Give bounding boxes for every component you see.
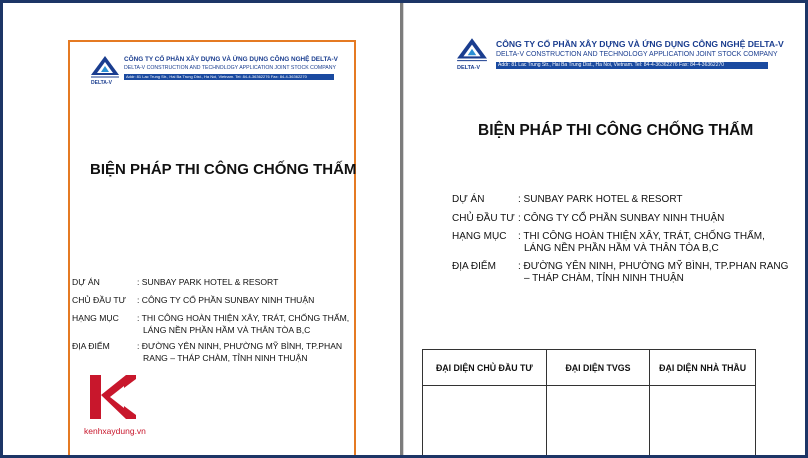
location-label: ĐỊA ĐIỂM [72, 341, 110, 351]
logo-label: DELTA-V [91, 80, 112, 86]
supervisor-signature-cell [546, 386, 650, 456]
delta-v-logo-icon [90, 55, 120, 81]
category-value-line1: : THI CÔNG HOÀN THIỆN XÂY, TRÁT, CHỐNG THẤM, [518, 231, 765, 242]
company-address-bar: Addr: 81 Lac Trung Str., Hai Ba Trung Dist., Ha Noi, Vietnam. Tel: 84-4-36362276 Fax: 84-4-36362270 [496, 62, 768, 69]
category-value-line2: LÁNG NỀN PHẦN HẦM VÀ THÂN TÒA B,C [143, 325, 311, 335]
category-label: HẠNG MỤC [452, 231, 507, 242]
project-value: : SUNBAY PARK HOTEL & RESORT [137, 277, 279, 287]
investor-value: : CÔNG TY CỔ PHẦN SUNBAY NINH THUẬN [137, 295, 315, 305]
project-label: DỰ ÁN [452, 194, 485, 205]
document-page-1 [4, 3, 400, 455]
project-value: : SUNBAY PARK HOTEL & RESORT [518, 194, 683, 205]
investor-label: CHỦ ĐẦU TƯ [452, 213, 515, 224]
category-label: HẠNG MỤC [72, 313, 119, 323]
category-value-line1: : THI CÔNG HOÀN THIỆN XÂY, TRÁT, CHỐNG THẤM, [137, 313, 350, 323]
signature-table [422, 349, 756, 455]
kenhxaydung-k-logo-icon [88, 373, 138, 421]
location-value-line1: : ĐƯỜNG YÊN NINH, PHƯỜNG MỸ BÌNH, TP.PHAN [137, 341, 343, 351]
company-header [456, 35, 784, 79]
location-value-line1: : ĐƯỜNG YÊN NINH, PHƯỜNG MỸ BÌNH, TP.PHAN RANG [518, 261, 789, 272]
location-label: ĐỊA ĐIỂM [452, 261, 496, 272]
contractor-signature-cell [650, 386, 756, 456]
investor-signature-cell [423, 386, 547, 456]
watermark-site: kenhxaydung.vn [84, 426, 146, 436]
document-title: BIỆN PHÁP THI CÔNG CHỐNG THẤM [90, 161, 357, 178]
supervisor-rep-header: ĐẠI DIỆN TVGS [546, 350, 650, 386]
document-title: BIỆN PHÁP THI CÔNG CHỐNG THẤM [478, 122, 754, 139]
logo-label: DELTA-V [457, 65, 481, 71]
location-value-line2: – THÁP CHÀM, TỈNH NINH THUẬN [524, 273, 684, 284]
location-value-line2: RANG – THÁP CHÀM, TỈNH NINH THUẬN [143, 353, 308, 363]
company-name-en: DELTA-V CONSTRUCTION AND TECHNOLOGY APPLICATION JOINT STOCK COMPANY [124, 65, 336, 71]
contractor-rep-header: ĐẠI DIỆN NHÀ THẦU [650, 350, 756, 386]
company-name-vn: CÔNG TY CỔ PHẦN XÂY DỰNG VÀ ỨNG DỤNG CÔNG NGHỆ DELTA-V [124, 56, 338, 63]
company-name-en: DELTA-V CONSTRUCTION AND TECHNOLOGY APPLICATION JOINT STOCK COMPANY [496, 51, 778, 58]
company-header [90, 52, 338, 92]
investor-rep-header: ĐẠI DIỆN CHỦ ĐẦU TƯ [423, 350, 547, 386]
project-label: DỰ ÁN [72, 277, 100, 287]
delta-v-logo-icon [456, 37, 488, 65]
company-address-bar: Addr: 81 Lac Trung Str., Hai Ba Trung Dist., Ha Noi, Vietnam. Tel: 84-4-36362276 Fax: 84-4-36362270 [124, 74, 334, 80]
document-page-2 [404, 3, 804, 455]
category-value-line2: LÁNG NỀN PHẦN HẦM VÀ THÂN TÒA B,C [524, 243, 719, 254]
investor-value: : CÔNG TY CỔ PHẦN SUNBAY NINH THUẬN [518, 213, 725, 224]
investor-label: CHỦ ĐẦU TƯ [72, 295, 126, 305]
watermark [84, 373, 164, 443]
company-name-vn: CÔNG TY CỔ PHẦN XÂY DỰNG VÀ ỨNG DỤNG CÔNG NGHỆ DELTA-V [496, 39, 784, 49]
